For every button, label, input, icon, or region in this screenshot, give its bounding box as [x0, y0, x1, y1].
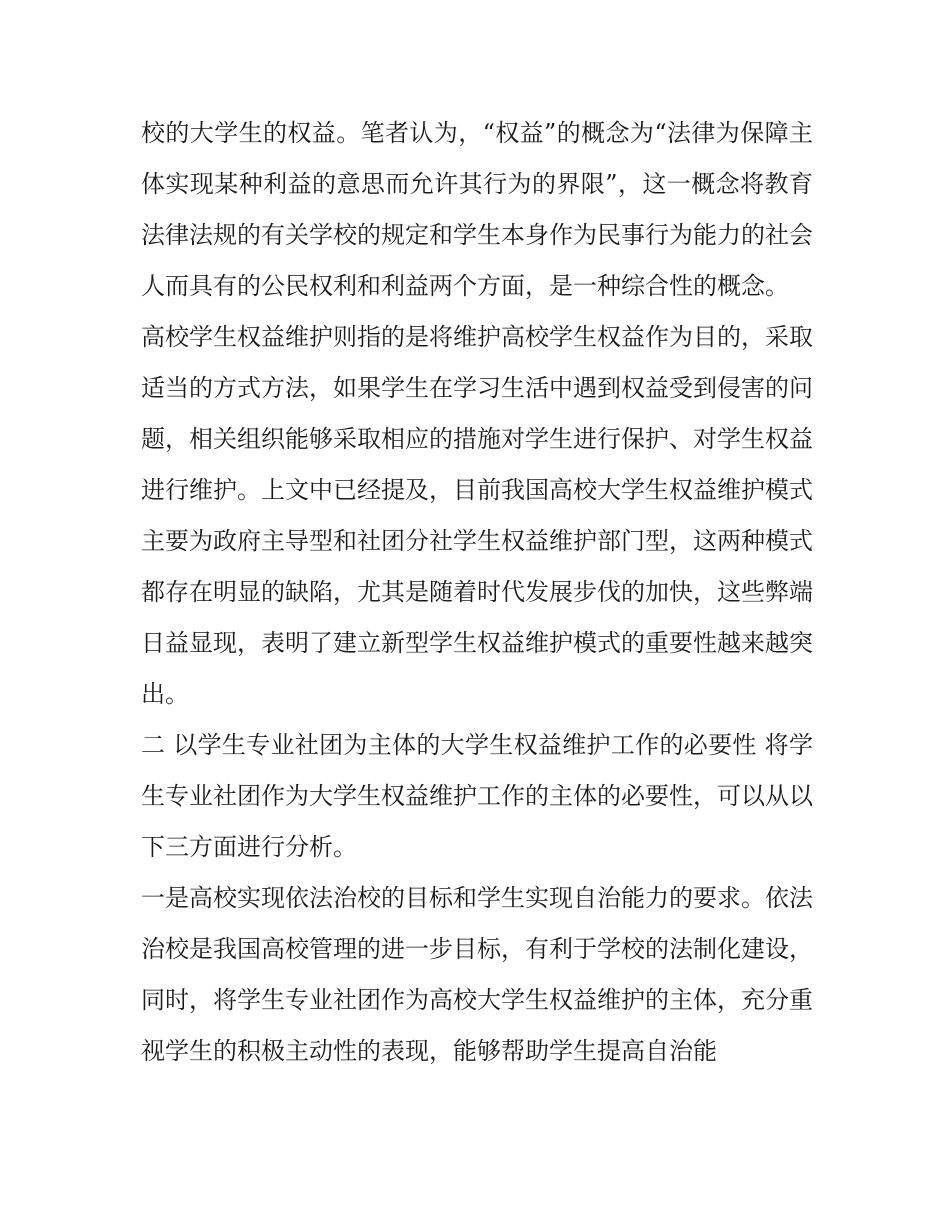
paragraph-point-one: 一是高校实现依法治校的目标和学生实现自治能力的要求。依法治校是我国高校管理的进一步目标，有利于学校的法制化建设，同时，将学生专业社团作为高校大学生权益维护的主体，充分重视学生的积极主动性的表现，能够帮助学生提高自治能	[141, 884, 813, 1065]
paragraph-section-two-heading: 二 以学生专业社团为主体的大学生权益维护工作的必要性 将学生专业社团作为大学生权益维护工作的主体的必要性，可以从以下三方面进行分析。	[141, 731, 813, 861]
paragraph-rights-concept: 校的大学生的权益。笔者认为，“权益”的概念为“法律为保障主体实现某种利益的意思而允许其行为的界限”，这一概念将教育法律法规的有关学校的规定和学生本身作为民事行为能力的社会人而具有的公民权利和利益两个方面，是一种综合性的概念。	[141, 119, 813, 300]
paragraph-rights-protection: 高校学生权益维护则指的是将维护高校学生权益作为目的，采取适当的方式方法，如果学生在学习生活中遇到权益受到侵害的问题，相关组织能够采取相应的措施对学生进行保护、对学生权益进行维护。上文中已经提及，目前我国高校大学生权益维护模式主要为政府主导型和社团分社学生权益维护部门型，这两种模式都存在明显的缺陷，尤其是随着时代发展步伐的加快，这些弊端日益显现，表明了建立新型学生权益维护模式的重要性越来越突出。	[141, 323, 813, 708]
document-page	[141, 108, 813, 1077]
